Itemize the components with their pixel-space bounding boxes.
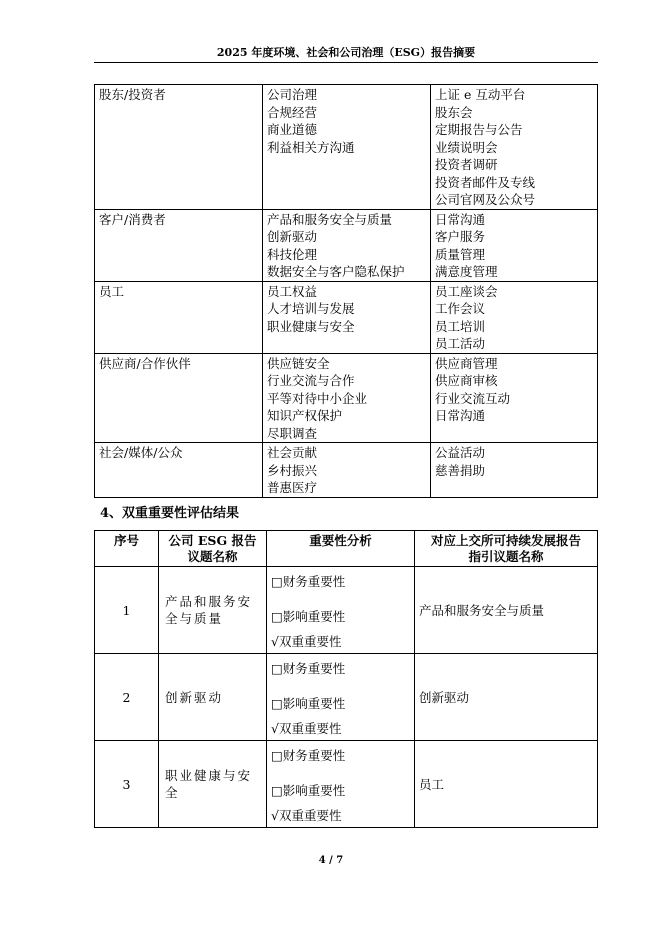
stakeholder-channel: 质量管理	[435, 246, 486, 262]
page-header-title: 2025 年度环境、社会和公司治理（ESG）报告摘要	[216, 46, 476, 59]
stakeholder-channel-cell	[431, 281, 598, 353]
stakeholder-group-cell	[95, 443, 263, 498]
topic-cell	[159, 567, 267, 654]
analysis-cell	[267, 567, 415, 654]
stakeholder-group-cell	[95, 281, 263, 353]
topic-name-line: 职业健康与安	[165, 768, 253, 783]
stakeholder-group: 社会/媒体/公众	[99, 445, 183, 460]
stakeholder-issue: 社会贡献	[267, 445, 318, 460]
stakeholder-channel-cell	[431, 85, 598, 210]
stakeholder-channel: 业绩说明会	[435, 139, 498, 155]
stakeholder-issue: 平等对待中小企业	[267, 390, 368, 406]
stakeholder-row	[95, 353, 598, 443]
stakeholder-row	[95, 209, 598, 281]
mapped-topic: 创新驱动	[415, 654, 598, 741]
stakeholder-issue: 行业交流与合作	[267, 373, 355, 388]
stakeholder-channel-cell	[431, 353, 598, 443]
stakeholder-channel: 员工座谈会	[435, 283, 498, 299]
stakeholder-group: 供应商/合作伙伴	[99, 355, 191, 371]
header-divider	[94, 62, 598, 63]
stakeholder-channel: 员工培训	[435, 318, 486, 334]
topic-name-line: 全	[165, 785, 180, 800]
materiality-option: □财务重要性	[271, 574, 346, 589]
stakeholder-channel: 公司官网及公众号	[435, 192, 536, 207]
topic-cell	[159, 654, 267, 741]
materiality-option: □财务重要性	[271, 748, 346, 763]
header-analysis: 重要性分析	[267, 531, 415, 567]
stakeholder-issue: 供应链安全	[267, 355, 330, 371]
stakeholder-group-cell	[95, 353, 263, 443]
stakeholder-channel: 行业交流互动	[435, 390, 511, 406]
stakeholder-channel: 供应商审核	[435, 373, 498, 388]
mapped-topic: 员工	[415, 741, 598, 828]
stakeholder-channel: 员工活动	[435, 336, 486, 351]
stakeholder-channel: 投资者调研	[435, 157, 498, 172]
stakeholder-channel: 客户服务	[435, 229, 486, 244]
stakeholder-issue: 合规经营	[267, 104, 318, 120]
materiality-row	[95, 654, 598, 741]
stakeholder-row	[95, 85, 598, 210]
stakeholder-issue: 人才培训与发展	[267, 301, 355, 316]
page-number: 4 / 7	[318, 855, 344, 866]
stakeholder-channel: 上证 e 互动平台	[435, 87, 526, 102]
stakeholder-issue-cell	[263, 353, 431, 443]
stakeholder-issue: 创新驱动	[267, 229, 318, 244]
stakeholder-channel: 慈善捐助	[435, 462, 486, 478]
stakeholder-group: 员工	[99, 283, 125, 299]
row-number: 1	[95, 567, 159, 654]
materiality-option: √双重重要性	[271, 721, 342, 736]
materiality-option: □影响重要性	[271, 783, 346, 798]
row-number: 2	[95, 654, 159, 741]
stakeholder-group: 股东/投资者	[99, 87, 166, 102]
stakeholder-issue: 知识产权保护	[267, 408, 343, 423]
stakeholder-issue: 公司治理	[267, 87, 318, 102]
stakeholder-issue: 普惠医疗	[267, 480, 318, 495]
materiality-table	[94, 530, 598, 828]
stakeholder-channel: 工作会议	[435, 301, 486, 316]
stakeholder-issue-cell	[263, 209, 431, 281]
stakeholder-issue: 科技伦理	[267, 246, 318, 262]
stakeholder-channel: 满意度管理	[435, 264, 498, 279]
stakeholder-channel: 投资者邮件及专线	[435, 174, 536, 190]
stakeholder-group-cell	[95, 85, 263, 210]
stakeholder-issue: 尽职调查	[267, 425, 318, 441]
stakeholder-channel: 日常沟通	[435, 408, 486, 423]
header-topic	[159, 531, 267, 567]
header-topic-line: 议题名称	[187, 549, 238, 564]
header-mapped-line: 对应上交所可持续发展报告	[430, 533, 581, 548]
stakeholder-channel: 股东会	[435, 104, 473, 120]
materiality-option: √双重重要性	[271, 808, 342, 823]
stakeholder-channel: 定期报告与公告	[435, 122, 523, 137]
topic-name-line: 创新驱动	[165, 689, 224, 705]
stakeholder-issue: 利益相关方沟通	[267, 139, 355, 155]
materiality-row	[95, 567, 598, 654]
materiality-header-row	[95, 531, 598, 567]
topic-name-line: 全与质量	[165, 611, 224, 626]
analysis-cell	[267, 741, 415, 828]
row-number: 3	[95, 741, 159, 828]
stakeholder-issue-cell	[263, 443, 431, 498]
topic-name-line: 产品和服务安	[165, 594, 253, 609]
stakeholder-issue: 数据安全与客户隐私保护	[267, 264, 405, 279]
mapped-topic: 产品和服务安全与质量	[415, 567, 598, 654]
stakeholder-channel: 供应商管理	[435, 355, 498, 371]
header-no: 序号	[95, 531, 159, 567]
materiality-option: □财务重要性	[271, 661, 346, 676]
stakeholder-group: 客户/消费者	[99, 211, 166, 227]
materiality-option: □影响重要性	[271, 696, 346, 711]
stakeholder-issue: 产品和服务安全与质量	[267, 211, 393, 227]
header-topic-line: 公司 ESG 报告	[168, 533, 257, 548]
materiality-row	[95, 741, 598, 828]
stakeholder-channel-cell	[431, 209, 598, 281]
stakeholder-issue-cell	[263, 85, 431, 210]
stakeholder-issue: 员工权益	[267, 283, 318, 299]
stakeholder-group-cell	[95, 209, 263, 281]
materiality-option: □影响重要性	[271, 609, 346, 624]
stakeholder-channel-cell	[431, 443, 598, 498]
analysis-cell	[267, 654, 415, 741]
stakeholder-issue-cell	[263, 281, 431, 353]
header-mapped	[415, 531, 598, 567]
stakeholder-channel: 日常沟通	[435, 211, 486, 227]
stakeholder-issue: 乡村振兴	[267, 462, 318, 478]
section-title: 4、双重重要性评估结果	[100, 506, 240, 521]
header-mapped-line: 指引议题名称	[468, 549, 544, 564]
materiality-option: √双重重要性	[271, 634, 342, 649]
stakeholder-row	[95, 443, 598, 498]
stakeholder-table	[94, 84, 598, 498]
topic-cell	[159, 741, 267, 828]
stakeholder-issue: 商业道德	[267, 122, 318, 137]
stakeholder-issue: 职业健康与安全	[267, 318, 355, 334]
stakeholder-row	[95, 281, 598, 353]
stakeholder-channel: 公益活动	[435, 445, 486, 460]
